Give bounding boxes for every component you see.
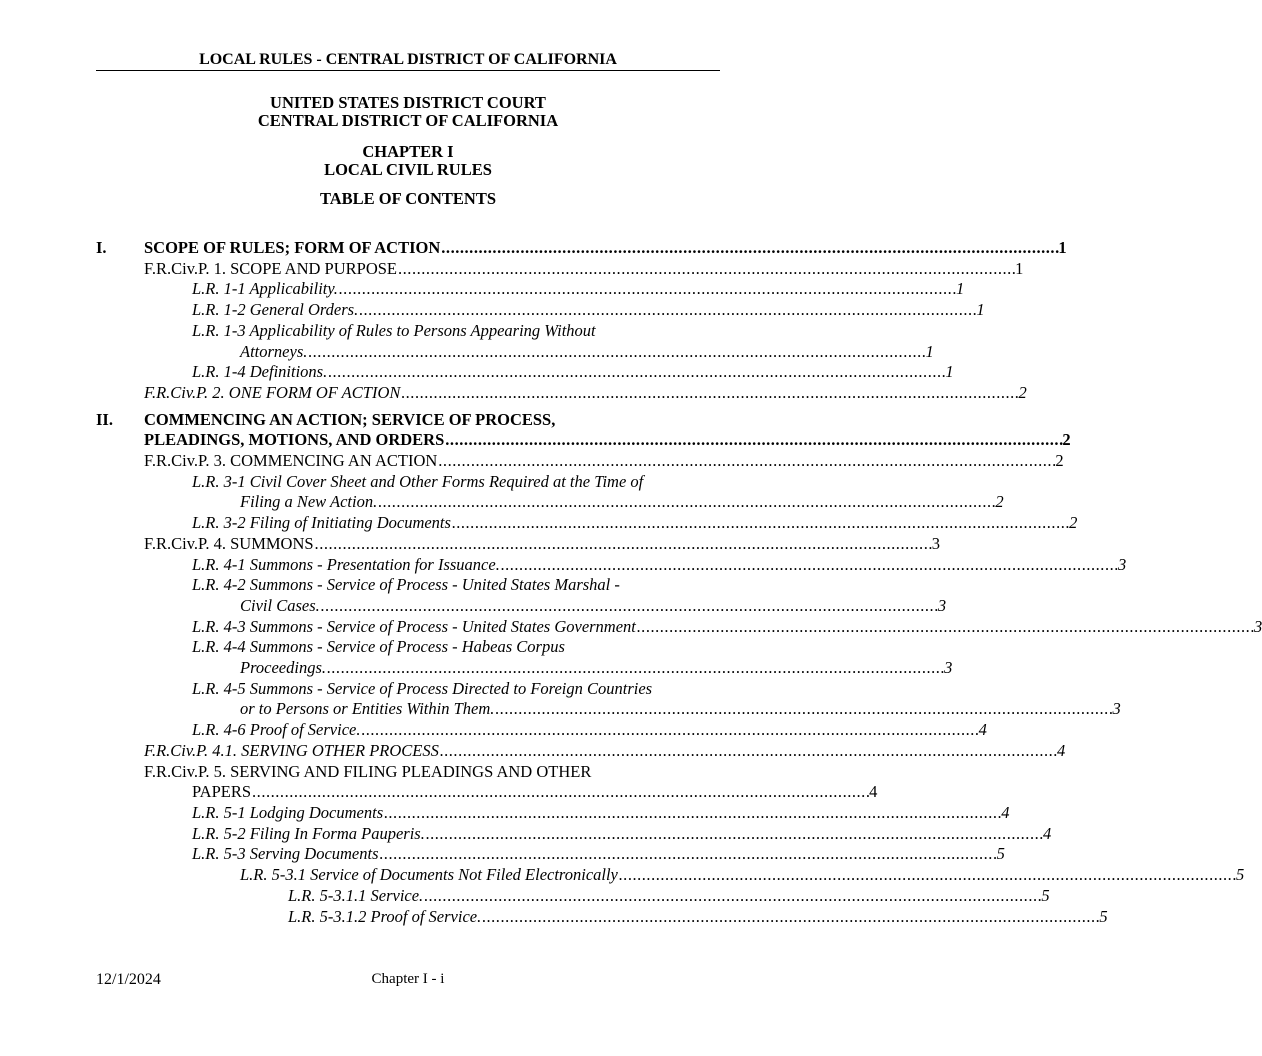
entry-label-line-2: or to Persons or Entities Within Them. (240, 699, 495, 719)
page-number: 1 (925, 341, 934, 361)
table-of-contents (96, 238, 1262, 927)
dot-leader (380, 844, 996, 865)
entry-label: L.R. 3-2 Filing of Initiating Documents (192, 513, 451, 533)
dot-leader (401, 383, 1017, 404)
entry-label-line-1: L.R. 4-2 Summons - Service of Process - United States Marshal - (192, 575, 620, 595)
entry-label-line-2: Attorneys. (240, 341, 308, 361)
dot-leader (328, 362, 944, 383)
dot-leader (445, 430, 1061, 451)
section-title: SCOPE OF RULES; FORM OF ACTION (144, 238, 441, 257)
toc-section-1[interactable] (96, 238, 1067, 259)
toc-section-2[interactable] (96, 409, 1071, 451)
entry-label: F.R.Civ.P. 3. COMMENCING AN ACTION (144, 451, 438, 471)
entry-label: F.R.Civ.P. 4.1. SERVING OTHER PROCESS (144, 740, 439, 760)
entry-label: L.R. 4-6 Proof of Service. (192, 720, 361, 740)
dot-leader (424, 886, 1040, 907)
toc-entry-lr-4-4[interactable] (96, 637, 953, 678)
footer-date: 12/1/2024 (96, 971, 161, 988)
entry-label-line-2: Civil Cases. (240, 595, 320, 615)
page-number: 1 (945, 362, 954, 382)
entry-label: L.R. 4-1 Summons - Presentation for Issuance. (192, 554, 500, 574)
court-line-2: CENTRAL DISTRICT OF CALIFORNIA (257, 111, 559, 130)
entry-label: F.R.Civ.P. 4. SUMMONS (144, 533, 314, 553)
dot-leader (327, 658, 943, 679)
page-number: 4 (1001, 802, 1010, 822)
toc-entry-lr-5-3-1-1[interactable] (96, 885, 1050, 907)
page-number: 3 (944, 658, 953, 678)
running-header: LOCAL RULES - CENTRAL DISTRICT OF CALIFORNIA (96, 50, 720, 71)
entry-label-line-1: L.R. 4-5 Summons - Service of Process Directed to Foreign Countries (192, 678, 653, 698)
toc-entry-lr-3-2[interactable] (96, 513, 1078, 534)
dot-leader (438, 451, 1054, 472)
dot-leader (378, 492, 994, 513)
page-number: 2 (995, 492, 1004, 512)
court-line-1: UNITED STATES DISTRICT COURT (270, 93, 546, 112)
toc-entry-lr-1-2[interactable] (96, 300, 985, 321)
entry-label: L.R. 1-4 Definitions. (192, 362, 328, 382)
page-number: 2 (1062, 430, 1071, 450)
toc-entry-lr-1-1[interactable] (96, 279, 965, 300)
dot-leader (321, 596, 937, 617)
entry-label: L.R. 5-3.1 Service of Documents Not Filed Electronically (240, 865, 618, 885)
entry-label: L.R. 1-2 General Orders. (192, 300, 359, 320)
entry-label: L.R. 5-1 Lodging Documents (192, 802, 384, 822)
entry-label-line-1: F.R.Civ.P. 5. SERVING AND FILING PLEADINGS AND OTHER (144, 761, 592, 781)
chapter-line-2: LOCAL CIVIL RULES (324, 160, 492, 179)
toc-entry-lr-4-2[interactable] (96, 575, 947, 616)
page-number: 3 (1117, 554, 1127, 574)
toc-entry-lr-5-3-1[interactable] (96, 865, 1245, 886)
chapter-line-1: CHAPTER I (362, 142, 454, 161)
dot-leader (384, 803, 1000, 824)
page-number: 3 (1112, 699, 1121, 719)
entry-label-line-1: L.R. 3-1 Civil Cover Sheet and Other Forms Required at the Time of (192, 471, 644, 491)
toc-entry-lr-5-2[interactable] (96, 823, 1052, 845)
page-number: 2 (1055, 451, 1064, 471)
page-number: 2 (1018, 382, 1027, 402)
dot-leader (359, 300, 975, 321)
page-number: 5 (1236, 865, 1245, 885)
toc-entry-frcp-4[interactable] (96, 533, 940, 555)
toc-entry-lr-5-3-1-2[interactable] (96, 906, 1108, 928)
page-number: 2 (1069, 513, 1078, 533)
entry-label: F.R.Civ.P. 2. ONE FORM OF ACTION (144, 382, 401, 402)
dot-leader (495, 699, 1111, 720)
toc-entry-frcp-5[interactable] (96, 761, 878, 803)
toc-entry-lr-3-1[interactable] (96, 471, 1004, 513)
entry-label: L.R. 5-3.1.2 Proof of Service. (288, 906, 482, 926)
dot-leader (426, 824, 1042, 845)
page-number: 5 (1099, 906, 1108, 926)
page-number: 4 (869, 782, 878, 802)
toc-entry-lr-5-3[interactable] (96, 844, 1005, 865)
page-number: 5 (1041, 885, 1050, 905)
dot-leader (398, 259, 1014, 280)
section-title-line-2: PLEADINGS, MOTIONS, AND ORDERS (144, 430, 445, 450)
court-name (96, 94, 720, 130)
dot-leader (501, 555, 1117, 576)
footer-page-label: Chapter I - i (371, 971, 445, 987)
page-number: 1 (1015, 258, 1024, 278)
page-number: 5 (996, 844, 1005, 864)
dot-leader (441, 238, 1057, 259)
page-number: 4 (1057, 740, 1066, 760)
entry-label-line-1: L.R. 1-3 Applicability of Rules to Persons Appearing Without (192, 320, 596, 340)
entry-label: L.R. 4-3 Summons - Service of Process - United States Government (192, 616, 636, 636)
dot-leader (452, 513, 1068, 534)
entry-label-line-2: Filing a New Action. (240, 492, 378, 512)
toc-entry-frcp-1[interactable] (96, 258, 1024, 280)
toc-entry-lr-4-3[interactable] (96, 616, 1262, 638)
toc-heading: TABLE OF CONTENTS (319, 189, 497, 208)
toc-entry-frcp-3[interactable] (96, 451, 1064, 472)
toc-entry-lr-1-3[interactable] (96, 320, 934, 362)
dot-leader (619, 865, 1235, 886)
page-number: 3 (1254, 616, 1262, 636)
section-title-line-1: COMMENCING AN ACTION; SERVICE OF PROCESS, (144, 409, 556, 429)
page-number: 4 (978, 720, 987, 740)
page-number: 4 (1042, 823, 1052, 843)
entry-label: L.R. 1-1 Applicability. (192, 279, 338, 299)
page-number: 1 (956, 279, 965, 299)
toc-entry-lr-4-1[interactable] (96, 554, 1127, 576)
dot-leader (315, 534, 931, 555)
section-number: I. (96, 238, 107, 257)
dot-leader (482, 907, 1098, 928)
entry-label-line-1: L.R. 4-4 Summons - Service of Process - Habeas Corpus (192, 637, 565, 657)
page-number: 1 (1058, 238, 1067, 257)
toc-entry-frcp-4-1[interactable] (96, 740, 1066, 762)
toc-entry-lr-5-1[interactable] (96, 802, 1010, 824)
toc-entry-lr-1-4[interactable] (96, 362, 954, 383)
toc-entry-frcp-2[interactable] (96, 382, 1027, 404)
page-number: 3 (937, 595, 947, 615)
entry-label-line-2: Proceedings. (240, 658, 326, 678)
toc-entry-lr-4-5[interactable] (96, 678, 1121, 720)
dot-leader (252, 782, 868, 803)
dot-leader (440, 741, 1056, 762)
chapter-title (96, 143, 720, 179)
entry-label-line-2: PAPERS (192, 782, 252, 802)
dot-leader (308, 342, 924, 363)
entry-label: F.R.Civ.P. 1. SCOPE AND PURPOSE (144, 258, 397, 278)
section-number: II. (96, 409, 113, 429)
toc-entry-lr-4-6[interactable] (96, 720, 987, 741)
entry-label: L.R. 5-3 Serving Documents (192, 844, 379, 864)
page-number: 1 (976, 300, 985, 320)
entry-label: L.R. 5-2 Filing In Forma Pauperis. (192, 823, 425, 843)
dot-leader (339, 279, 955, 300)
dot-leader (637, 617, 1253, 638)
entry-label: L.R. 5-3.1.1 Service. (288, 885, 424, 905)
page-number: 3 (931, 533, 940, 553)
dot-leader (361, 720, 977, 741)
